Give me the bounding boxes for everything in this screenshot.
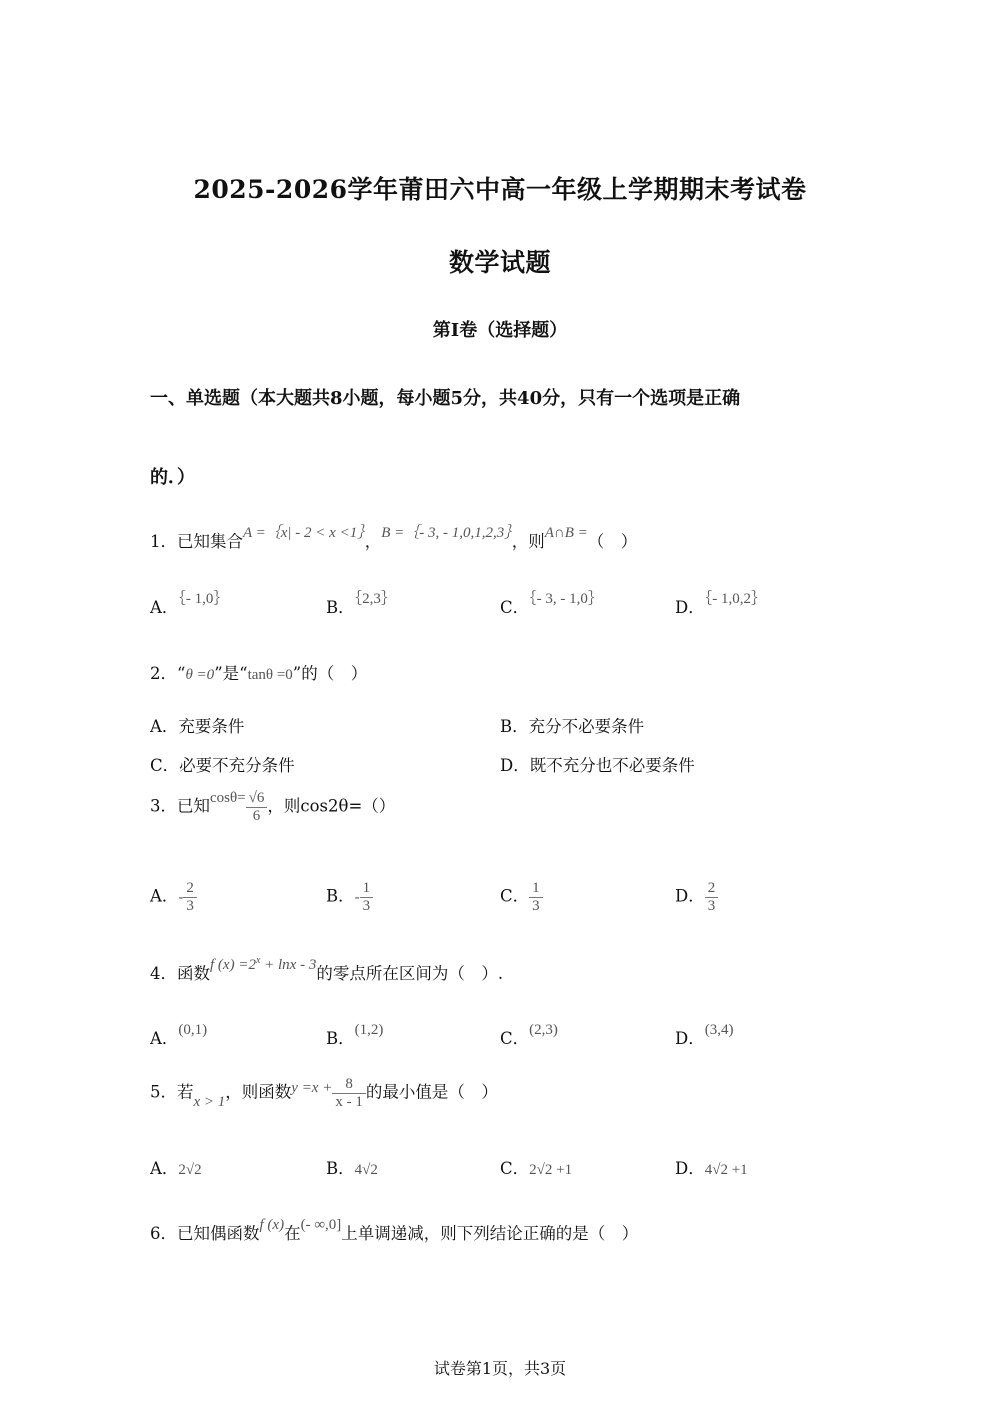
- option-value: 既不充分也不必要条件: [529, 756, 695, 775]
- q2-option-d[interactable]: [500, 752, 695, 776]
- option-value: 充分不必要条件: [528, 717, 645, 736]
- q1-paren: （ ）: [587, 532, 638, 551]
- fraction-denominator: 6: [252, 807, 261, 824]
- q5-prefix: 5．若: [150, 1082, 194, 1102]
- q2-mid: ”是“: [214, 664, 248, 683]
- q2-condition-1: θ =0: [185, 667, 215, 683]
- q5-option-d[interactable]: [675, 1155, 748, 1179]
- q4-option-a[interactable]: [150, 1022, 208, 1049]
- q3-fraction: [246, 790, 268, 824]
- q6-post: 上单调递减，则下列结论正确的是（ ）: [341, 1224, 639, 1243]
- q1-option-d[interactable]: [675, 591, 766, 618]
- option-value: ｛- 1,0｝: [178, 591, 229, 607]
- fraction-numerator: 1: [529, 880, 543, 898]
- option-label: D．: [675, 598, 705, 617]
- option-label: C．: [500, 1029, 530, 1048]
- option-label: A．: [150, 886, 179, 906]
- q1-set-a: A =｛x| - 2 < x <1｝: [243, 525, 365, 541]
- question-6: [150, 1217, 639, 1244]
- option-fraction: [529, 880, 543, 914]
- q1-prefix: 1．已知集合: [150, 532, 243, 551]
- q1-option-c[interactable]: [500, 591, 603, 618]
- q1-comma: ，: [364, 532, 382, 551]
- q3-option-a[interactable]: [150, 880, 197, 914]
- fraction-numerator: √6: [246, 790, 268, 808]
- q6-prefix: 6．已知偶函数: [150, 1224, 260, 1243]
- fraction-numerator: 2: [705, 880, 719, 898]
- fraction-numerator: 2: [183, 880, 197, 898]
- option-label: A．: [150, 717, 179, 736]
- question-3: [150, 790, 395, 824]
- option-value: (3,4): [704, 1022, 734, 1038]
- option-label: A．: [150, 1029, 179, 1048]
- option-label: B．: [326, 1029, 355, 1048]
- option-value: (1,2): [354, 1022, 384, 1038]
- page-footer: 试卷第1页，共3页: [433, 1359, 567, 1378]
- q1-option-b[interactable]: [326, 591, 396, 618]
- q5-post: 的最小值是（ ）: [365, 1082, 498, 1102]
- q1-option-a[interactable]: [150, 591, 229, 618]
- q2-option-c[interactable]: [150, 752, 295, 776]
- volume-title: 第I卷（选择题）: [432, 320, 568, 341]
- fraction-denominator: 3: [532, 897, 540, 914]
- q5-option-c[interactable]: [500, 1155, 572, 1179]
- q4-function-exponent: x: [255, 955, 261, 966]
- q2-post: ”的（ ）: [292, 664, 368, 683]
- option-value: ｛2,3｝: [354, 591, 396, 607]
- option-label: C．: [500, 1159, 530, 1178]
- option-sign: -: [178, 889, 184, 906]
- q3-option-b[interactable]: [326, 880, 373, 914]
- subject-title: 数学试题: [448, 248, 551, 277]
- q5-mid: ，则函数: [225, 1082, 292, 1102]
- q2-option-b[interactable]: [500, 713, 644, 737]
- option-label: A．: [150, 598, 179, 617]
- question-2: [150, 660, 367, 684]
- option-label: B．: [326, 598, 355, 617]
- option-fraction: [360, 880, 374, 914]
- q2-option-a[interactable]: [150, 713, 244, 737]
- option-label: B．: [500, 717, 529, 736]
- option-value: 4√2: [354, 1162, 378, 1178]
- option-label: B．: [326, 886, 355, 906]
- fraction-numerator: 1: [360, 880, 374, 898]
- q2-condition-2: tanθ =0: [247, 667, 293, 683]
- fraction-denominator: 3: [362, 897, 371, 914]
- section-heading-line2: 的．）: [150, 467, 195, 488]
- q4-function-rest: + lnx - 3: [260, 957, 317, 973]
- option-value: 必要不充分条件: [179, 756, 295, 775]
- question-5: [150, 1076, 498, 1110]
- q5-option-b[interactable]: [326, 1155, 378, 1179]
- option-label: C．: [150, 756, 180, 775]
- q4-function: [210, 957, 316, 973]
- q3-prefix: 3．已知: [150, 796, 210, 816]
- option-value: ｛- 1,0,2｝: [704, 591, 766, 607]
- q3-option-d[interactable]: [675, 880, 718, 914]
- question-4: [150, 955, 504, 984]
- q3-option-c[interactable]: [500, 880, 543, 914]
- q4-option-d[interactable]: [675, 1022, 734, 1049]
- option-value: (0,1): [178, 1022, 208, 1038]
- option-label: D．: [675, 1029, 705, 1048]
- q6-interval: (- ∞,0]: [300, 1217, 342, 1233]
- q4-option-c[interactable]: [500, 1022, 558, 1049]
- option-fraction: [183, 880, 197, 914]
- q2-prefix: 2．“: [150, 664, 186, 683]
- q6-function: f (x): [259, 1217, 285, 1233]
- option-label: A．: [150, 1159, 179, 1178]
- q1-post: ，则: [511, 532, 545, 551]
- option-value: (2,3): [529, 1022, 558, 1038]
- q4-post: 的零点所在区间为（ ）.: [316, 964, 504, 983]
- q5-fraction: [332, 1076, 366, 1110]
- option-label: D．: [675, 1159, 705, 1178]
- option-value: ｛- 3, - 1,0｝: [529, 591, 603, 607]
- exam-title: 2025-2026学年莆田六中高一年级上学期期末考试卷: [193, 175, 807, 204]
- question-1: [150, 525, 638, 552]
- q1-set-b: B =｛- 3, - 1,0,1,2,3｝: [381, 525, 512, 541]
- option-value: 4√2 +1: [704, 1162, 748, 1178]
- q5-condition: x > 1: [193, 1093, 226, 1110]
- q6-mid: 在: [284, 1224, 301, 1243]
- fraction-denominator: 3: [186, 897, 194, 914]
- option-value: 2√2 +1: [529, 1162, 573, 1178]
- fraction-numerator: 8: [332, 1076, 366, 1094]
- option-label: C．: [500, 598, 530, 617]
- option-fraction: [705, 880, 719, 914]
- q5-function: y =x +: [291, 1079, 333, 1096]
- q4-prefix: 4．函数: [150, 964, 210, 983]
- q5-option-a[interactable]: [150, 1155, 202, 1179]
- option-label: D．: [675, 886, 705, 906]
- q4-option-b[interactable]: [326, 1022, 384, 1049]
- option-value: 2√2: [178, 1162, 202, 1178]
- option-label: C．: [500, 886, 530, 906]
- option-value: 充要条件: [178, 717, 245, 736]
- option-label: D．: [500, 756, 530, 775]
- option-sign: -: [354, 889, 360, 906]
- fraction-denominator: 3: [707, 897, 716, 914]
- option-label: B．: [326, 1159, 355, 1178]
- fraction-denominator: x - 1: [335, 1093, 363, 1110]
- q3-post: ，则cos2θ=（）: [267, 796, 396, 816]
- q1-expr: A∩B =: [544, 525, 588, 541]
- section-heading-line1: 一、单选题（本大题共8小题，每小题5分，共40分，只有一个选项是正确: [150, 388, 741, 409]
- q4-function-base: f (x) =2: [210, 957, 256, 973]
- q3-cos-expr: cosθ=: [210, 789, 246, 806]
